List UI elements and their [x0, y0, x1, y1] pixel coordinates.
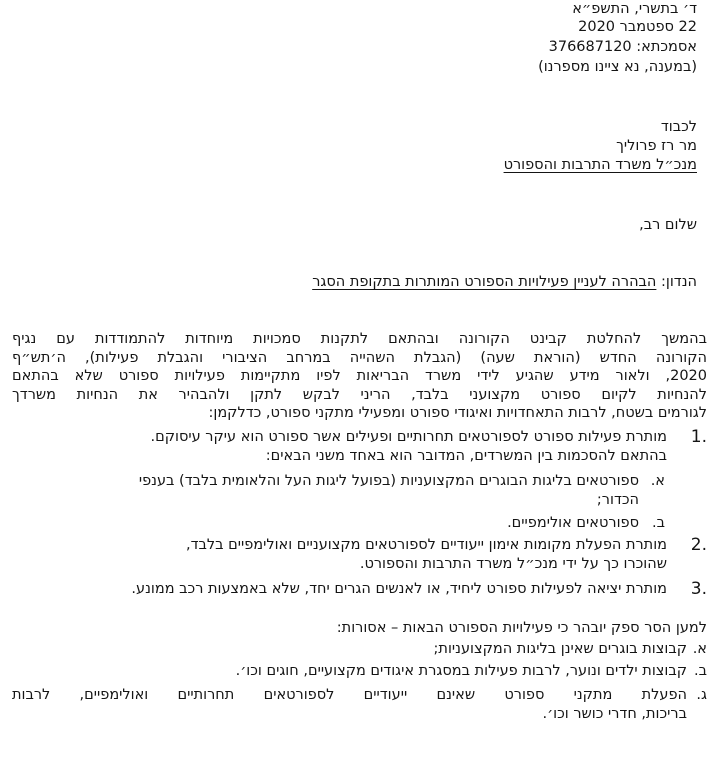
forbidden-item-a [12, 640, 707, 659]
sub-line: ספורטאים בליגות הבוגרים המקצועניות (בפועל ליגות העל והלאומית בלבד) בענפי [138, 473, 639, 489]
permitted-item-3 [12, 580, 707, 599]
subject-line [312, 273, 697, 292]
subject-text: הבהרה לעניין פעילויות הספורט המותרות בתקופת הסגר [312, 274, 657, 290]
intro-line: לגורמים בשטח, לרבות התאחדויות ואיגודי ספורט ומפעילי מתקני ספורט, כדלקמן: [208, 405, 707, 421]
permitted-sub-a [12, 472, 707, 510]
item-line: בהתאם להסכמות בין המשרדים, המדובר הוא באחד משני הבאים: [265, 448, 667, 464]
sub-letter: ג. [696, 687, 707, 703]
recipient-title: מנכ״ל משרד התרבות והספורט [503, 157, 697, 173]
greeting: שלום רב, [639, 217, 697, 233]
sub-line: קבוצות ילדים ונוער, לרבות פעילות במסגרת איגודים מקצועיים, חוגים וכו׳. [235, 663, 687, 679]
sub-line: הכדור; [596, 492, 639, 508]
gregorian-date: 22 ספטמבר 2020 [578, 19, 697, 35]
permitted-item-1 [12, 428, 707, 466]
permitted-item-2 [12, 536, 707, 574]
sub-line: בריכות, חדרי כושר וכו׳. [542, 706, 687, 722]
sub-line: ספורטאים אולימפיים. [507, 515, 639, 531]
subject-label: הנדון: [661, 274, 697, 290]
item-line: מותרת פעילות ספורט לספורטאים תחרותיים ופעילים אשר ספורט הוא עיקר עיסוקם. [150, 429, 667, 445]
forbidden-intro: למען הסר ספק יובהר כי פעילויות הספורט הבאות – אסורות: [336, 620, 707, 636]
item-line: מותרת הפעלת מקומות אימון ייעודיים לספורטאים מקצועניים ואולימפיים בלבד, [185, 537, 667, 553]
intro-line: 2020, ולאור מידע שהגיע לידי משרד הבריאות לפיו מתקיימות פעילויות ספורט שלא בהתאם [12, 368, 707, 384]
sub-letter: א. [650, 473, 665, 489]
sub-line: הפעלת מתקני ספורט שאינם ייעודיים לספורטאים תחרותיים ואולימפיים, לרבות [12, 687, 687, 703]
forbidden-item-b [12, 662, 707, 681]
intro-line: בהמשך להחלטת קבינט הקורונה ובהתאם לתקנות סמכויות מיוחדות להתמודדות עם נגיף [12, 331, 707, 347]
forbidden-item-c [12, 686, 707, 724]
recipient-salutation: לכבוד [660, 119, 697, 135]
sub-letter: ב. [652, 515, 665, 531]
intro-line: להנחיות לקיום ספורט מקצועני בלבד, הריני לבקש לתקן ולהבהיר את הנחיות משרדך [12, 386, 707, 403]
item-number: 2. [690, 535, 707, 555]
item-line: מותרת יציאה לפעילות ספורט ליחיד, או לאנשים הגרים יחד, שלא באמצעות רכב ממונע. [131, 581, 667, 597]
intro-paragraph [12, 330, 707, 423]
sub-letter: א. [692, 641, 707, 657]
sub-line: קבוצות בוגרים שאינן בליגות המקצועניות; [433, 641, 687, 657]
recipient-name: מר רז פרוליך [616, 138, 697, 154]
item-line: שהוכרו כך על ידי מנכ״ל משרד התרבות והספורט. [359, 556, 667, 572]
intro-line: הקורונה החדש (הוראת שעה) (הגבלת השהייה במרחב הציבורי והגבלת פעילות), ה׳תש״ף [12, 349, 707, 366]
item-number: 1. [690, 427, 707, 447]
sub-letter: ב. [694, 663, 707, 679]
reference-note: (במענה, נא ציינו מספרנו) [538, 59, 697, 75]
reference-number: אסמכתא: 376687120 [548, 39, 697, 55]
item-number: 3. [690, 579, 707, 599]
permitted-sub-b [12, 514, 707, 533]
hebrew-date: ד׳ בתשרי, התשפ״א [572, 1, 697, 17]
